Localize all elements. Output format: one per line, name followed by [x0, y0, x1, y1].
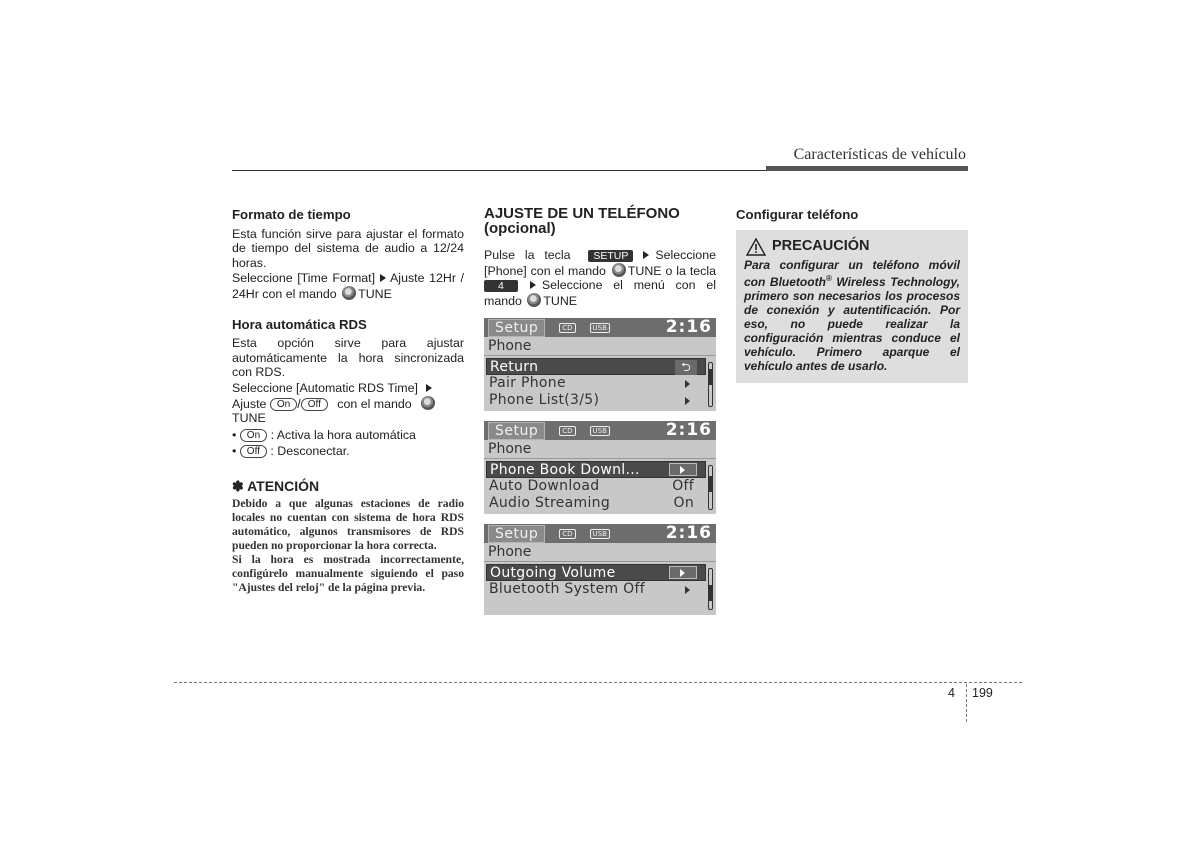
paragraph — [232, 396, 464, 412]
section-heading-rds: Hora automática RDS — [232, 316, 367, 332]
screen-setup-label: Setup — [488, 525, 545, 543]
text: Seleccione [Time Format] — [232, 271, 376, 286]
chevron-right-icon — [669, 566, 697, 579]
audio-screen-3 — [484, 524, 716, 615]
text: Ajuste 12Hr / 24Hr con el mando — [232, 271, 465, 301]
screen-menu — [484, 562, 716, 614]
chevron-right-icon — [669, 463, 697, 476]
text: : Activa la hora automática — [270, 427, 416, 442]
column-right — [736, 206, 968, 383]
tune-knob-icon — [421, 396, 435, 410]
cd-badge: CD — [559, 426, 575, 436]
menu-item-audio-streaming[interactable] — [486, 495, 706, 512]
screen-menu — [484, 356, 716, 411]
menu-item-auto-download[interactable] — [486, 478, 706, 495]
menu-item-label: Return — [490, 359, 539, 376]
usb-badge: USB — [590, 529, 610, 539]
menu-item-value: On — [673, 495, 694, 512]
caution-text — [744, 258, 960, 373]
menu-item-phone-book-download[interactable] — [486, 461, 706, 478]
caution-box — [736, 230, 968, 383]
bullet: • — [232, 444, 237, 459]
return-icon: ⮌ — [675, 360, 697, 375]
text: Seleccione el menú con el mando — [484, 278, 716, 308]
screen-titlebar — [484, 524, 716, 543]
header-rule — [232, 170, 766, 171]
menu-item-label: Auto Download — [489, 478, 600, 495]
off-button-icon: Off — [301, 398, 328, 411]
menu-item-return[interactable] — [486, 358, 706, 375]
list-item — [232, 444, 464, 459]
menu-item-bluetooth-system-off[interactable] — [486, 581, 706, 598]
scrollbar[interactable] — [708, 568, 713, 610]
screen-subtitle: Phone — [484, 337, 716, 356]
text: : Desconectar. — [270, 444, 350, 459]
menu-item-outgoing-volume[interactable] — [486, 564, 706, 581]
text: TUNE o la tecla — [627, 263, 716, 278]
running-header: Características de vehículo — [793, 146, 966, 163]
screen-clock: 2:16 — [665, 317, 712, 338]
arrow-right-icon — [643, 251, 649, 259]
text: Ajuste — [232, 396, 267, 411]
usb-badge: USB — [590, 426, 610, 436]
text: Pulse la tecla — [484, 248, 571, 262]
scrollbar-thumb[interactable] — [709, 369, 712, 385]
tune-knob-icon — [612, 263, 626, 277]
screen-clock: 2:16 — [665, 523, 712, 544]
text: Seleccione [Phone] con el mando — [484, 248, 716, 278]
list-item — [232, 428, 464, 443]
screen-setup-label: Setup — [488, 422, 545, 440]
menu-item-label: Outgoing Volume — [490, 565, 616, 582]
off-button-icon: Off — [240, 445, 267, 458]
screen-clock: 2:16 — [665, 420, 712, 441]
screen-subtitle: Phone — [484, 543, 716, 562]
attention-text: Si la hora es mostrada incorrectamente, configúrelo manualmente siguiendo el paso "Ajustes del reloj" de la página previa. — [232, 552, 464, 594]
menu-item-label: Audio Streaming — [489, 495, 611, 512]
audio-screen-2 — [484, 421, 716, 514]
section-heading-formato: Formato de tiempo — [232, 207, 351, 222]
section-title: AJUSTE DE UN TELÉFONO (opcional) — [484, 205, 680, 237]
usb-badge: USB — [590, 323, 610, 333]
screen-subtitle: Phone — [484, 440, 716, 459]
arrow-right-icon — [380, 274, 386, 282]
cd-badge: CD — [559, 323, 575, 333]
header-rule-accent — [766, 166, 968, 171]
paragraph — [484, 248, 716, 308]
tune-label: TUNE — [232, 411, 266, 426]
chevron-right-icon — [685, 586, 690, 594]
text: TUNE — [543, 293, 578, 308]
caution-title-text: PRECAUCIÓN — [772, 238, 870, 255]
warning-icon — [746, 238, 766, 256]
tune-knob-icon — [527, 293, 541, 307]
menu-item-label: Phone List(3/5) — [489, 392, 600, 409]
chevron-right-icon — [685, 397, 690, 405]
menu-item-label: Pair Phone — [489, 375, 566, 392]
registered-mark: ® — [825, 273, 832, 283]
on-button-icon: On — [270, 398, 297, 411]
chevron-right-icon — [685, 380, 690, 388]
bullet: • — [232, 427, 237, 442]
screen-setup-label: Setup — [488, 319, 545, 337]
menu-item-label: Phone Book Downl... — [490, 462, 640, 479]
arrow-right-icon — [530, 281, 536, 289]
scrollbar-thumb[interactable] — [709, 585, 712, 601]
text: Para configurar un teléfono móvil con Bluetooth — [744, 257, 960, 289]
scrollbar[interactable] — [708, 465, 713, 510]
paragraph — [232, 381, 464, 396]
text: TUNE — [358, 286, 392, 301]
cd-badge: CD — [559, 529, 575, 539]
audio-screen-1 — [484, 318, 716, 411]
text: con el mando — [337, 396, 412, 411]
tune-knob-icon — [342, 286, 356, 300]
setup-key-icon: SETUP — [588, 250, 633, 262]
footer-divider — [966, 684, 967, 722]
chapter-number: 4 — [948, 686, 955, 700]
text: / — [297, 396, 301, 411]
paragraph — [232, 271, 464, 301]
scrollbar-thumb[interactable] — [709, 476, 712, 492]
attention-text: Debido a que algunas estaciones de radio locales no cuentan con sistema de hora RDS automático, algunos transmisores de RDS pueden no proporcionar la hora correcta. — [232, 496, 464, 552]
caution-title — [744, 238, 960, 256]
menu-item-label: Bluetooth System Off — [489, 581, 645, 598]
column-middle — [484, 206, 716, 615]
section-heading-configurar: Configurar teléfono — [736, 207, 859, 222]
on-button-icon: On — [240, 429, 267, 442]
paragraph: Esta función sirve para ajustar el formato de tiempo del sistema de audio a 12/24 horas. — [232, 226, 464, 270]
page-number: 199 — [972, 686, 993, 700]
arrow-right-icon — [426, 384, 432, 392]
screen-menu — [484, 459, 716, 514]
menu-item-value: Off — [672, 478, 694, 495]
text: Seleccione [Automatic RDS Time] — [232, 380, 418, 395]
paragraph: Esta opción sirve para ajustar automáticamente la hora sincronizada con RDS. — [232, 336, 464, 380]
screen-titlebar — [484, 318, 716, 337]
text: Wireless Technology, primero son necesarios los procesos de conexión y autentificación. Por eso, no puede realizar la configuración mientras conduce el vehículo. Primero aparque el vehículo antes de usarlo. — [744, 274, 961, 373]
preset-4-key-icon: 4 — [484, 280, 518, 292]
menu-item-phone-list[interactable] — [486, 392, 706, 409]
screen-titlebar — [484, 421, 716, 440]
attention-title: ✽ ATENCIÓN — [232, 477, 320, 494]
column-left — [232, 206, 464, 595]
menu-item-pair-phone[interactable] — [486, 375, 706, 392]
footer-rule — [174, 682, 1022, 683]
scrollbar[interactable] — [708, 362, 713, 407]
